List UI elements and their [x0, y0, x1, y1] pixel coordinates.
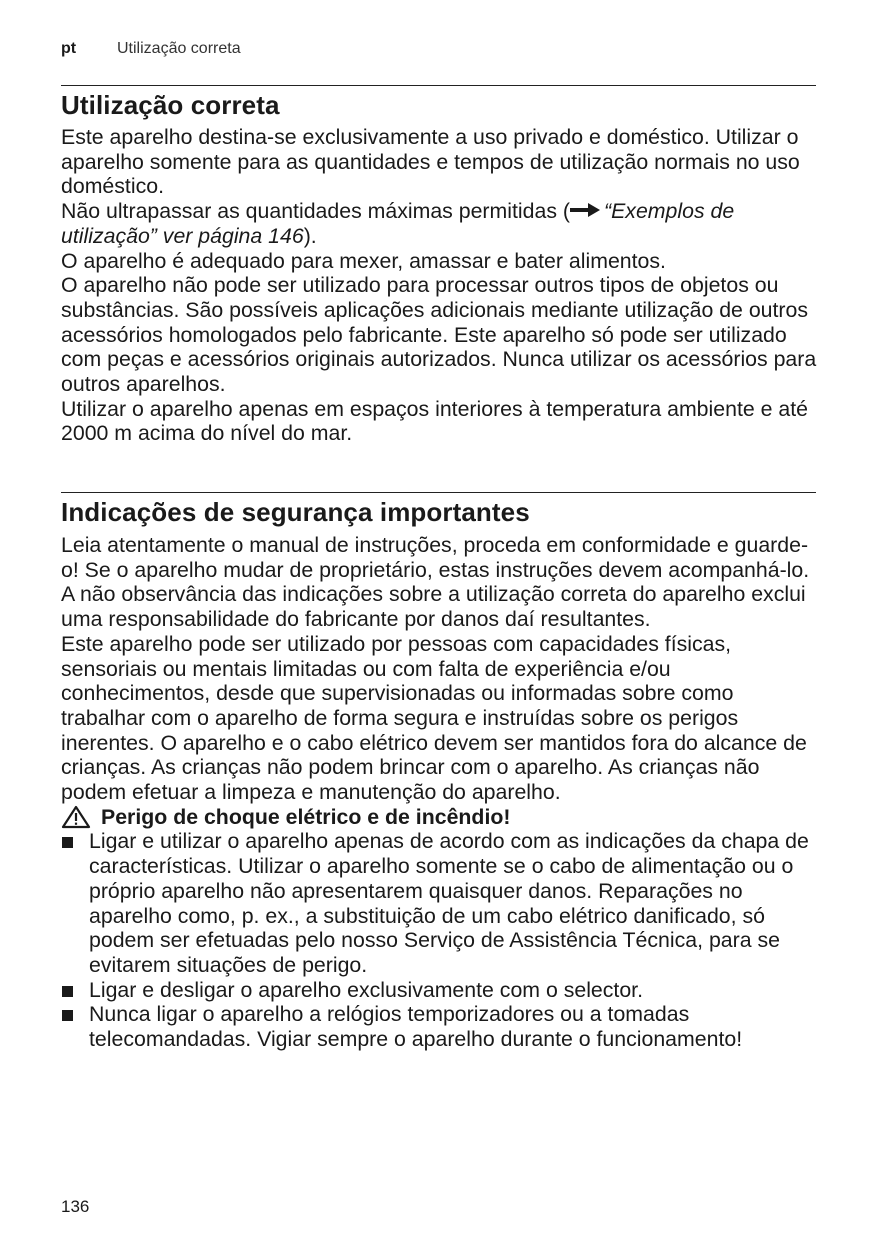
- paragraph-max-quantities: [61, 199, 821, 248]
- paragraph: Utilizar o aparelho apenas em espaços interiores à temperatura ambiente e até 2000 m acima do nível do mar.: [61, 396, 808, 446]
- list-item: [61, 829, 821, 977]
- section-divider: [61, 85, 816, 86]
- section-divider: [61, 492, 816, 493]
- bullet-square-icon: [62, 986, 73, 997]
- paragraph: Este aparelho destina-se exclusivamente a uso privado e doméstico. Utilizar o aparelho somente para as quantidades e tempos de utilização normais no uso doméstico.: [61, 125, 800, 199]
- arrow-right-icon: [570, 203, 600, 217]
- paragraph: Este aparelho pode ser utilizado por pessoas com capacidades físicas, sensoriais ou mentais limitadas ou com falta de experiência e/ou conhecimentos, desde que supervisionadas ou informadas sobre como trabalhar com o aparelho de forma segura e instruídas sobre os perigos inerentes. O aparelho e o cabo elétrico devem ser mantidos fora do alcance de crianças. As crianças não podem brincar com o aparelho. As crianças não podem efetuar a limpeza e manutenção do aparelho.: [61, 631, 807, 805]
- warning-list: [61, 829, 821, 1051]
- section-title-correct-use: Utilização correta: [61, 90, 280, 120]
- paragraph-text: Não ultrapassar as quantidades máximas permitidas (: [61, 199, 570, 224]
- bullet-square-icon: [62, 837, 73, 848]
- header-language: pt: [61, 40, 77, 57]
- list-item-text: Ligar e desligar o aparelho exclusivamente com o selector.: [89, 977, 644, 1002]
- paragraph-text: ).: [303, 223, 317, 248]
- list-item-text: Nunca ligar o aparelho a relógios temporizadores ou a tomadas telecomandadas. Vigiar sempre o aparelho durante o funcionamento!: [89, 1002, 743, 1052]
- safety-body: [61, 533, 821, 1052]
- running-header: [61, 40, 241, 58]
- page-number: 136: [61, 1197, 90, 1216]
- list-item: [61, 978, 821, 1003]
- correct-use-body: [61, 125, 821, 446]
- warning-heading: [61, 805, 821, 830]
- section-title-safety: Indicações de segurança importantes: [61, 497, 530, 527]
- warning-triangle-icon: [61, 805, 91, 829]
- list-item-text: Ligar e utilizar o aparelho apenas de acordo com as indicações da chapa de características. Utilizar o aparelho somente se o cabo de alimentação ou o próprio aparelho não apresentarem quaisquer danos. Reparações no aparelho como, p. ex., a substituição de um cabo elétrico danificado, só podem ser efetuadas pelo nosso Serviço de Assistência Técnica, para se evitarem situações de perigo.: [89, 829, 809, 977]
- paragraph: O aparelho não pode ser utilizado para processar outros tipos de objetos ou substâncias. São possíveis aplicações adicionais mediante utilização de outros acessórios homologados pelo fabricante. Este aparelho só pode ser utilizado com peças e acessórios originais autorizados. Nunca utilizar os acessórios para outros aparelhos.: [61, 273, 817, 397]
- header-section-title: Utilização correta: [117, 40, 241, 57]
- list-item: [61, 1002, 821, 1051]
- paragraph: O aparelho é adequado para mexer, amassar e bater alimentos.: [61, 248, 666, 273]
- page-reference-link[interactable]: “Exemplos de utilização” ver página 146: [61, 199, 735, 248]
- bullet-square-icon: [62, 1010, 73, 1021]
- warning-title: Perigo de choque elétrico e de incêndio!: [101, 804, 511, 829]
- paragraph: Leia atentamente o manual de instruções, proceda em conformidade e guarde-o! Se o aparelho mudar de proprietário, estas instruções devem acompanhá-lo. A não observância das indicações sobre a utilização correta do aparelho exclui uma responsabilidade do fabricante por danos daí resultantes.: [61, 533, 810, 632]
